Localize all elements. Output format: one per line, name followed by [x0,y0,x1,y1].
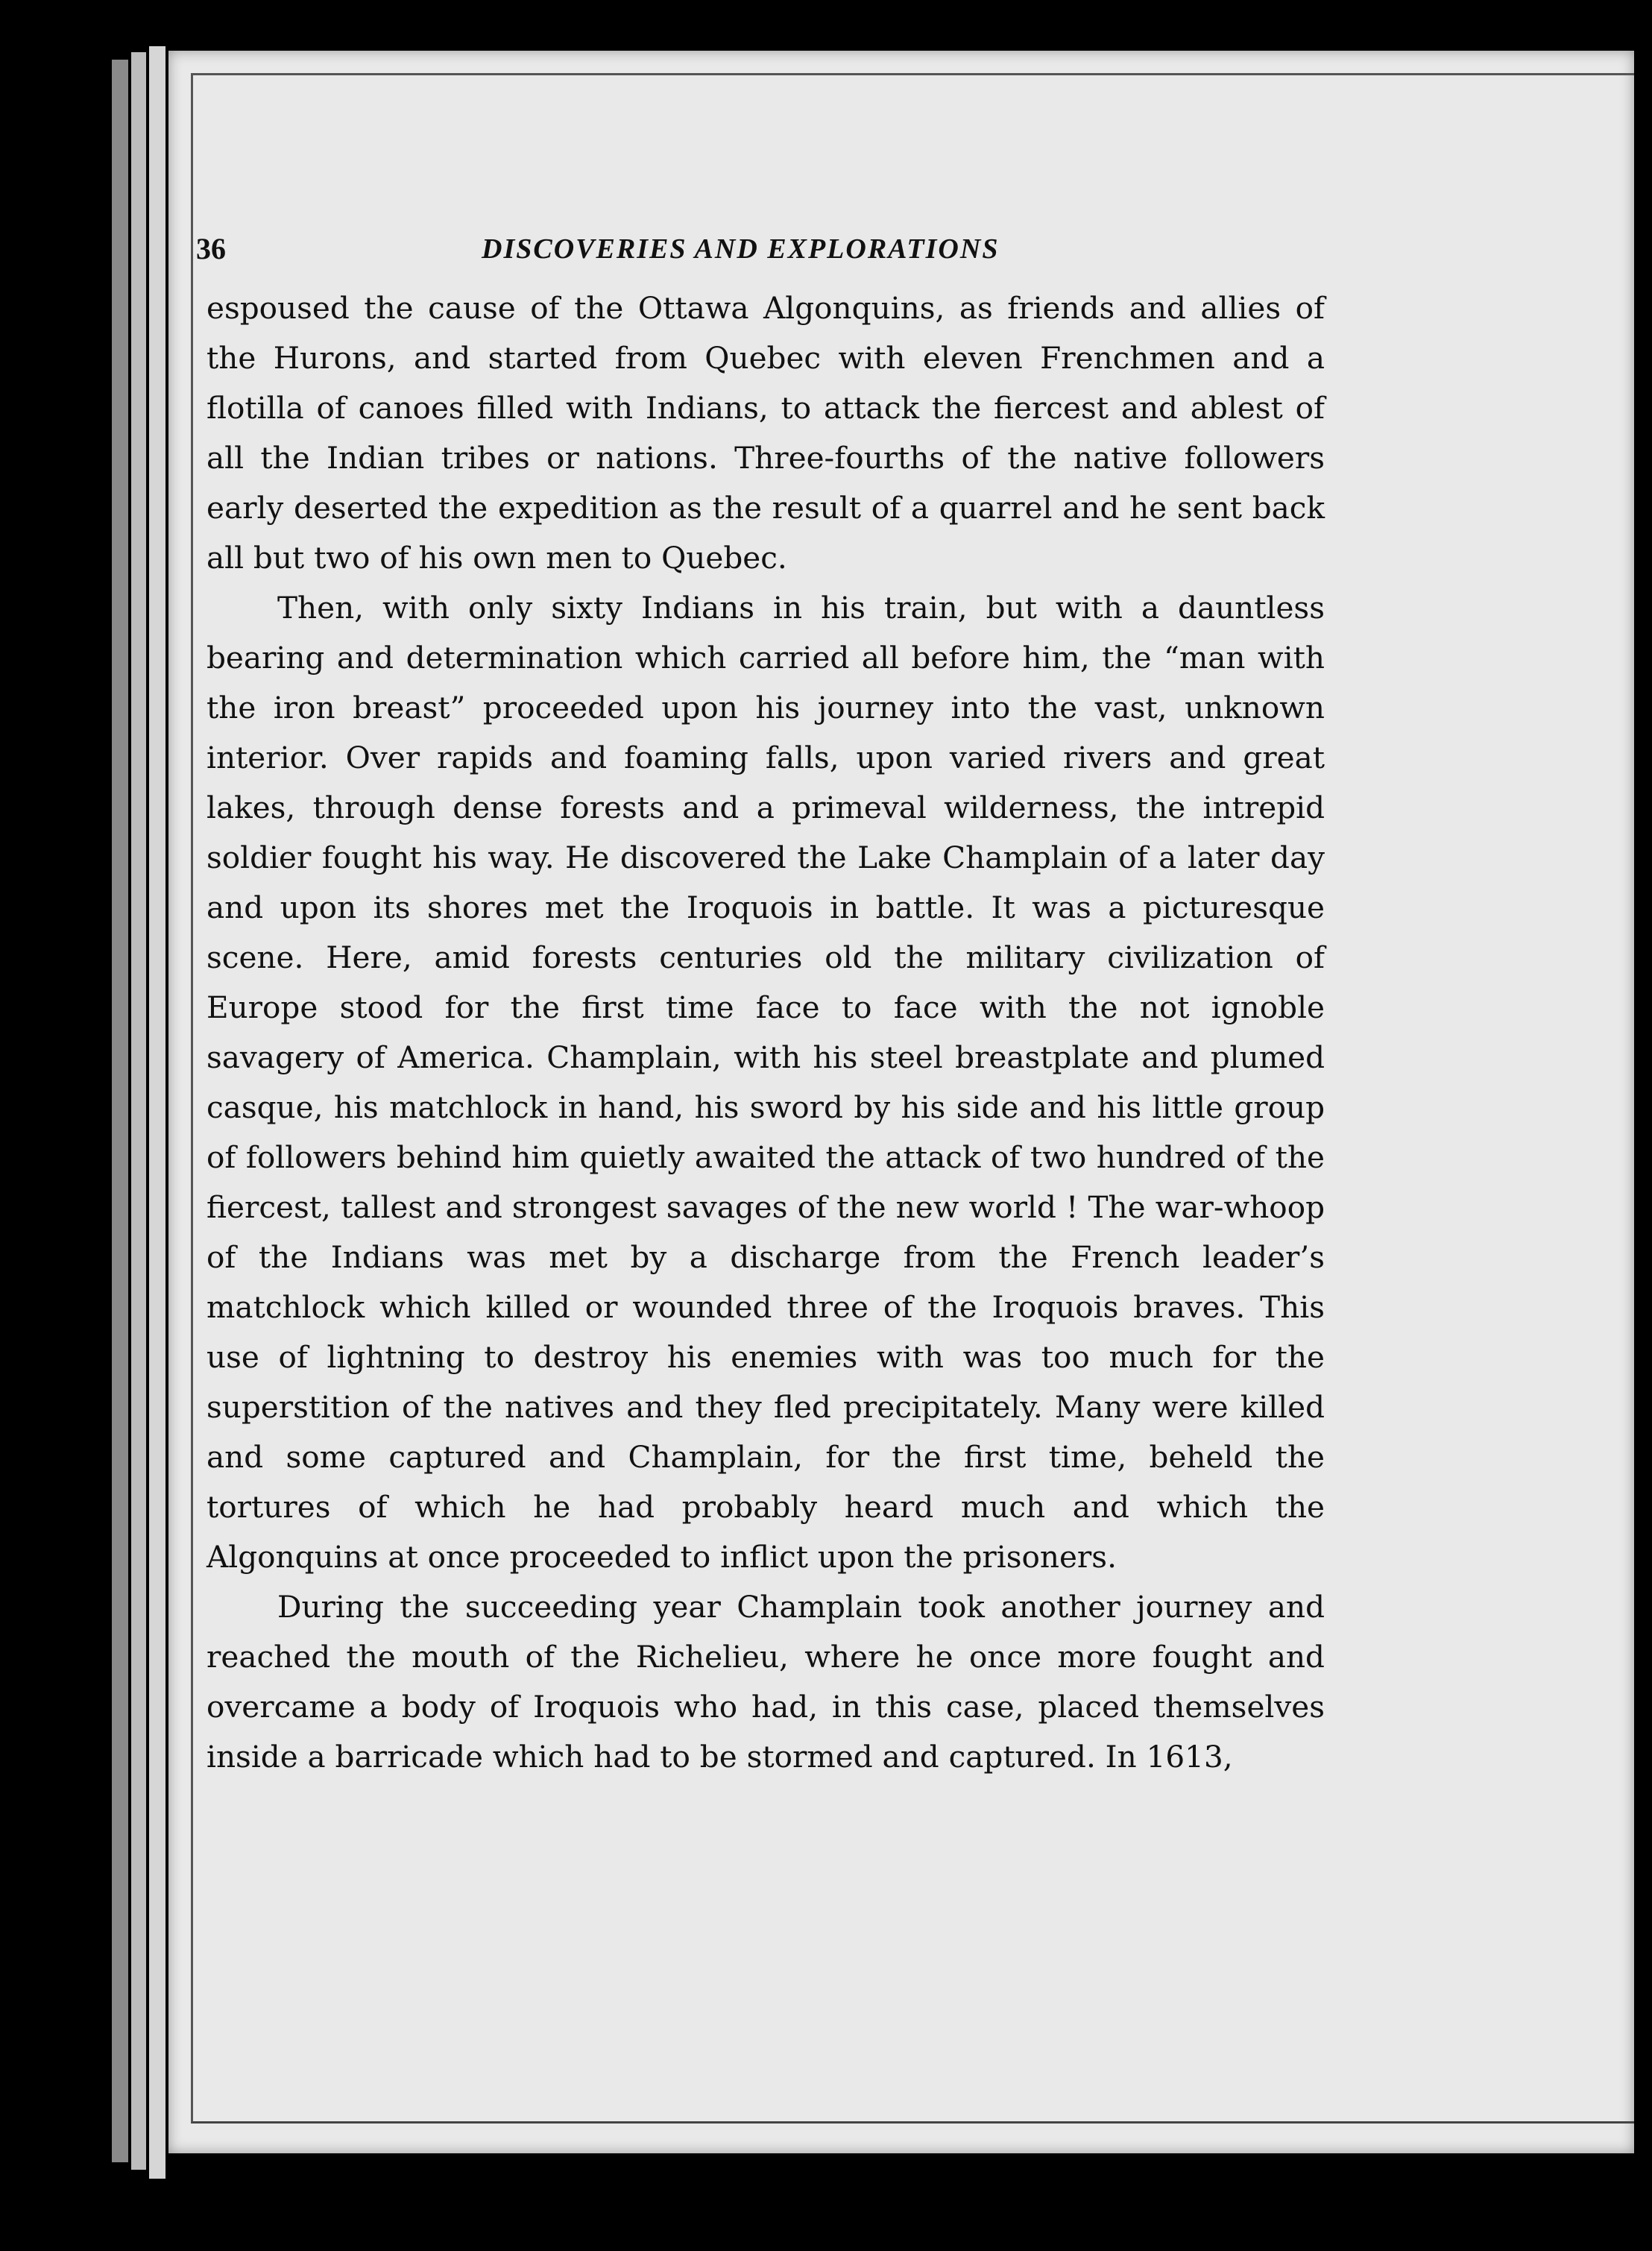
paragraph: Then, with only sixty Indians in his train, but with a dauntless bearing and determination which carried all before him, the “man with the iron breast” proceeded upon his journey into the vast, unknown interior. Over rapids and foaming falls, upon varied rivers and great lakes, through dense forests and a primeval wilderness, the intrepid soldier fought his way. He discovered the Lake Champlain of a later day and upon its shores met the Iroquois in battle. It was a picturesque scene. Here, amid forests centuries old the military civilization of Europe stood for the first time face to face with the not ignoble savagery of America. Champlain, with his steel breastplate and plumed casque, his matchlock in hand, his sword by his side and his little group of followers behind him quietly awaited the attack of two hundred of the fiercest, tallest and strongest savages of the new world ! The war-whoop of the Indians was met by a discharge from the French leader’s matchlock which killed or wounded three of the Iroquois braves. This use of lightning to destroy his enemies with was too much for the superstition of the natives and they fled precipitately. Many were killed and some captured and Champlain, for the first time, beheld the tortures of which he had probably heard much and which the Algonquins at once proceeded to inflict upon the prisoners. [206,590,1325,1575]
paragraph: espoused the cause of the Ottawa Algonquins, as friends and allies of the Hurons, and started from Quebec with eleven Frenchmen and a flotilla of canoes filled with Indians, to attack the fiercest and ablest of all the Indian tribes or nations. Three-fourths of the native followers early deserted the expedition as the result of a quarrel and he sent back all but two of his own men to Quebec. [206,290,1325,576]
page-edge-strip [112,60,128,2162]
page-number: 36 [196,232,226,265]
paragraph: During the succeeding year Champlain took another journey and reached the mouth of the Richelieu, where he once more fought and overcame a body of Iroquois who had, in this case, placed themselves inside a barricade which had to be stormed and captured. In 1613, [206,1589,1325,1775]
page-edge-strip [131,52,146,2170]
page-edge-strip [149,46,165,2179]
running-title: DISCOVERIES AND EXPLORATIONS [482,233,1000,265]
body-text [206,283,1325,1782]
